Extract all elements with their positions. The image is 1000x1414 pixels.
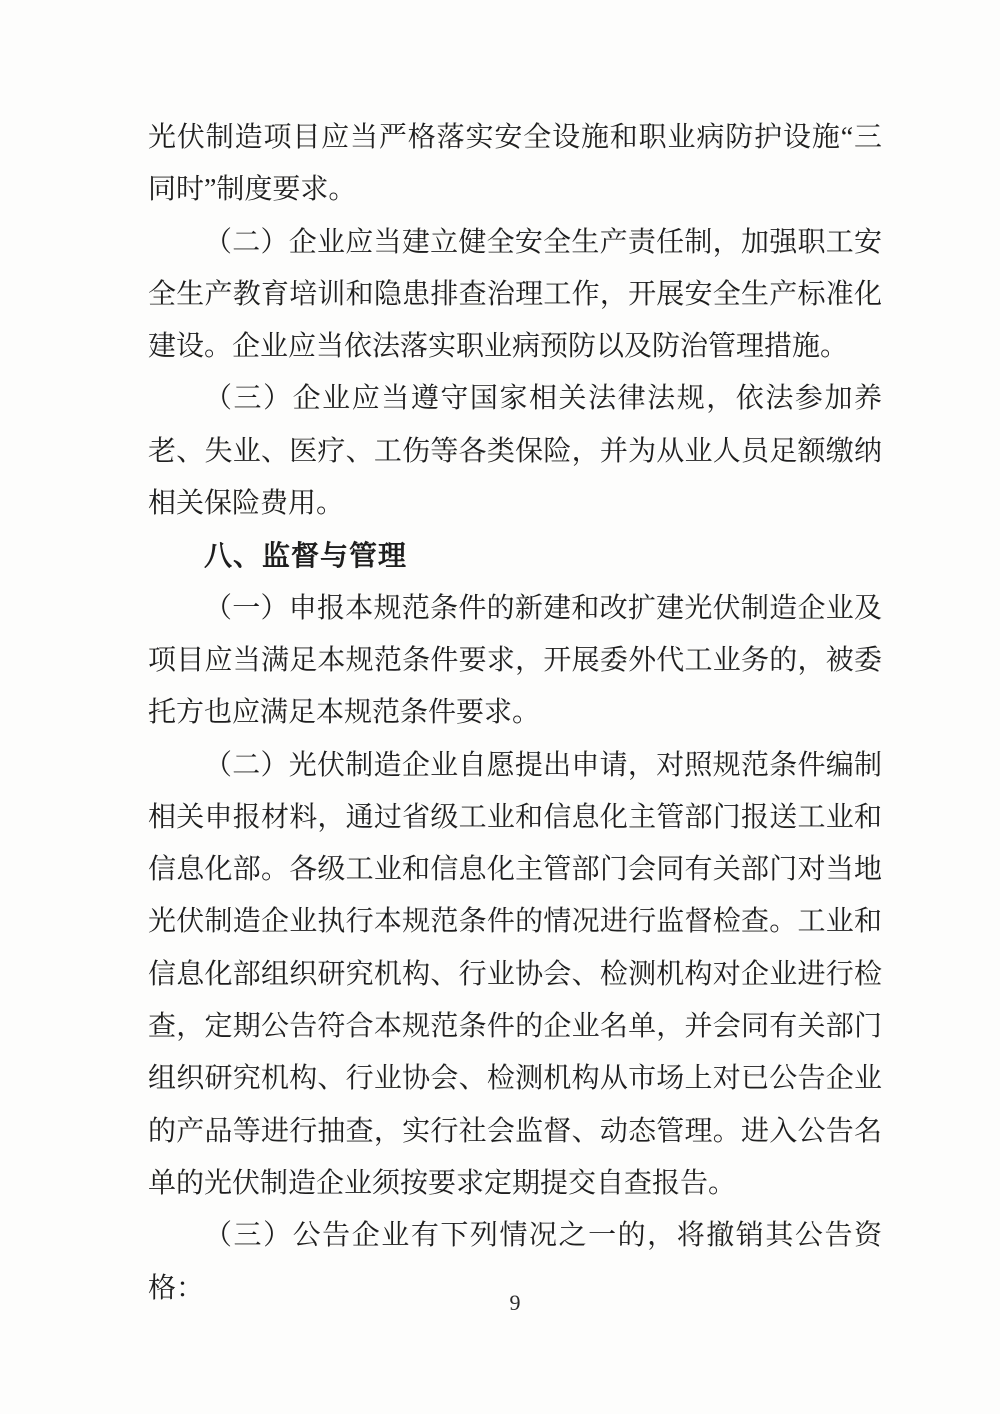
section-heading-supervision-management: 八、监督与管理 bbox=[204, 540, 408, 572]
paragraph-insurance: （三）企业应当遵守国家相关法律法规，依法参加养老、失业、医疗、工伤等各类保险，并为从业人员足额缴纳相关保险费用。 bbox=[148, 383, 882, 520]
page-number: 9 bbox=[509, 1290, 521, 1315]
document-text-block bbox=[148, 112, 882, 1315]
paragraph-safety-responsibility: （二）企业应当建立健全安全生产责任制，加强职工安全生产教育培训和隐患排查治理工作，开展安全生产标准化建设。企业应当依法落实职业病预防以及防治管理措施。 bbox=[148, 226, 882, 363]
paragraph-application-procedure: （二）光伏制造企业自愿提出申请，对照规范条件编制相关申报材料，通过省级工业和信息化主管部门报送工业和信息化部。各级工业和信息化主管部门会同有关部门对当地光伏制造企业执行本规范条件的情况进行监督检查。工业和信息化部组织研究机构、行业协会、检测机构对企业进行检查，定期公告符合本规范条件的企业名单，并会同有关部门组织研究机构、行业协会、检测机构从市场上对已公告企业的产品等进行抽查，实行社会监督、动态管理。进入公告名单的光伏制造企业须按要求定期提交自查报告。 bbox=[148, 749, 882, 1199]
paragraph-application-requirements: （一）申报本规范条件的新建和改扩建光伏制造企业及项目应当满足本规范条件要求，开展委外代工业务的，被委托方也应满足本规范条件要求。 bbox=[148, 592, 882, 729]
paragraph-safety-three-simultaneous: 光伏制造项目应当严格落实安全设施和职业病防护设施“三同时”制度要求。 bbox=[148, 122, 882, 206]
paragraph-revocation-conditions: （三）公告企业有下列情况之一的，将撤销其公告资格： bbox=[148, 1220, 882, 1304]
